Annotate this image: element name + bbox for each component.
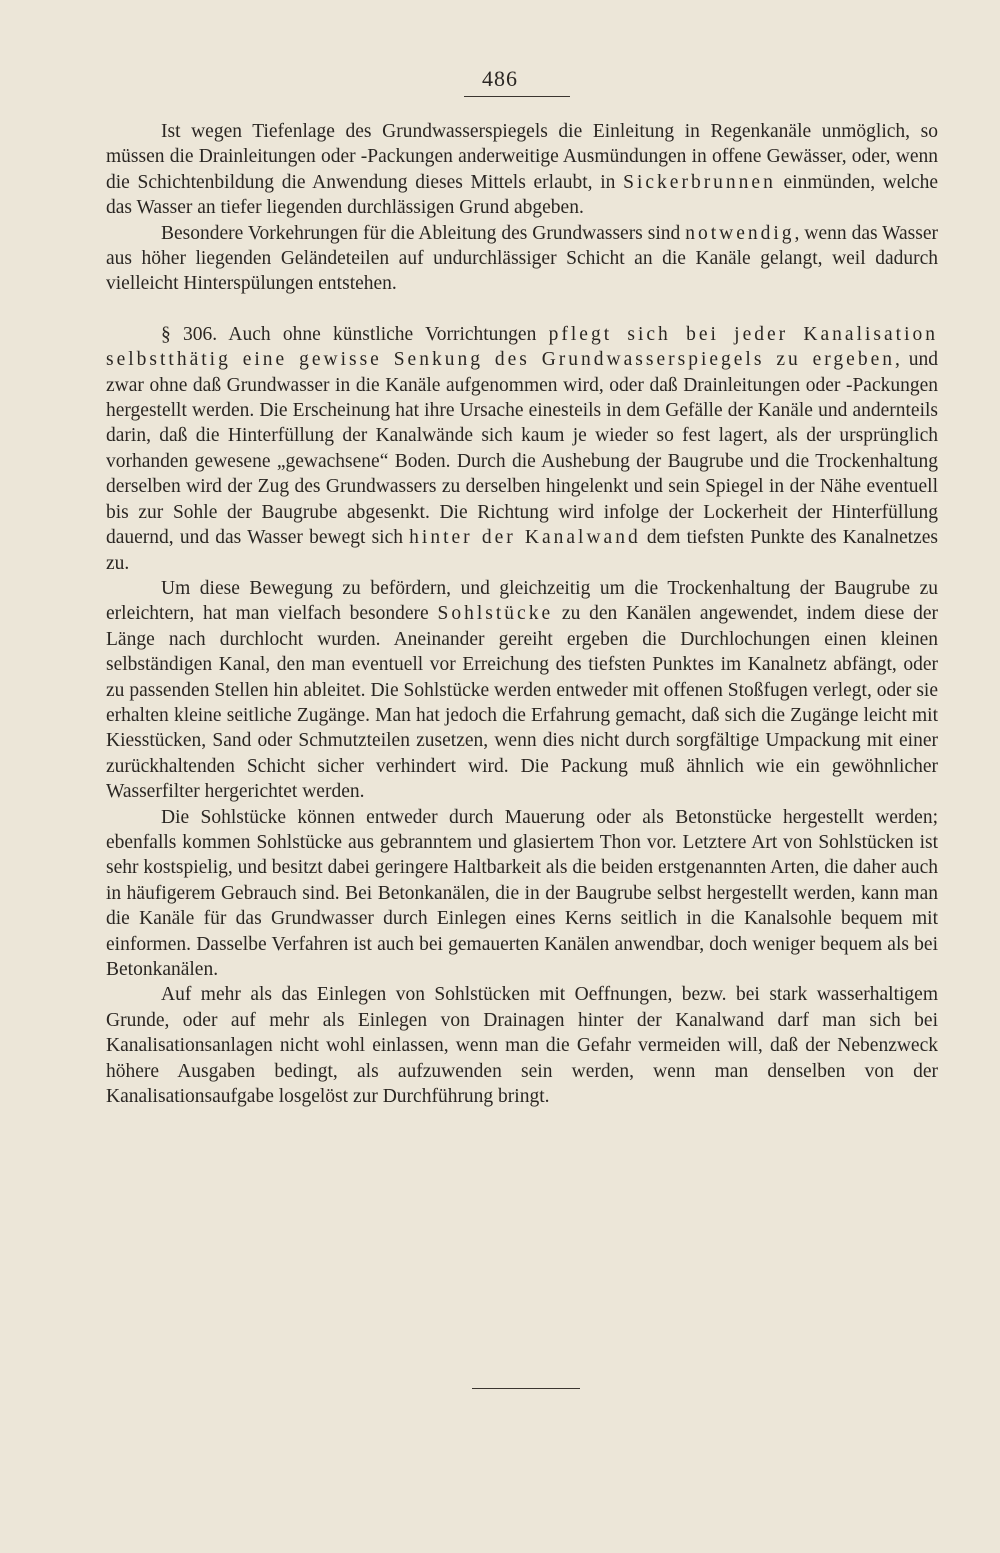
- text-run: , wenn das Wasser aus höher liegenden Geländeteilen auf undurchlässiger Schicht an die Kanäle gelangt, weil dadurch vielleicht Hinterspülungen entstehen.: [106, 222, 938, 295]
- text-run: zu den Kanälen angewendet, indem diese der Länge nach durchlocht wurden. Aneinander gereiht ergeben die Durchlochungen einen kleinen selbständigen Kanal, den man eventuell vor Erreichung des tiefsten Punktes im Kanalnetz abfängt, oder zu passenden Stellen hin ableitet. Die Sohlstücke werden entweder mit offenen Stoßfugen verlegt, oder sie erhalten kleine seitliche Zugänge. Man hat jedoch die Erfahrung gemacht, daß sich die Zugänge leicht mit Kiesstücken, Sand oder Schmutzteilen zusetzen, wenn dies nicht durch sorgfältige Umpackung mit einer zurückhaltenden Schicht sicher verhindert wird. Die Packung muß ähnlich wie ein gewöhnlicher Wasserfilter hergerichtet werden.: [106, 603, 938, 803]
- emphasized-text: Sickerbrunnen: [623, 171, 776, 193]
- emphasized-text: hinter der Kanalwand: [409, 527, 641, 549]
- text-run: Auf mehr als das Einlegen von Sohlstücken mit Oeffnungen, bezw. bei stark wasserhaltigem Grunde, oder auf mehr als Einlegen von Drainagen hinter der Kanalwand darf man sich bei Kanalisationsanlagen nicht wohl einlassen, wenn man die Gefahr vermeiden will, daß der Nebenzweck höhere Ausgaben bedingt, als aufzuwenden sein werden, wenn man denselben von der Kanalisationsaufgabe losgelöst zur Durchführung bringt.: [106, 984, 938, 1108]
- emphasized-text: Sohlstücke: [437, 603, 554, 625]
- body-text: [106, 119, 938, 1109]
- text-run: Die Sohlstücke können entweder durch Mauerung oder als Betonstücke hergestellt werden; ebenfalls kommen Sohlstücke aus gebranntem und glasiertem Thon vor. Letztere Art von Sohlstücken ist sehr kostspielig, und besitzt dabei geringere Haltbarkeit als die beiden erstgenannten Arten, die daher auch in häufigerem Gebrauch sind. Bei Betonkanälen, die in der Baugrube selbst hergestellt werden, kann man die Kanäle für das Grundwasser durch Einlegen eines Kerns seitlich in die Kanalsohle bequem mit einformen. Dasselbe Verfahren ist auch bei gemauerten Kanälen anwendbar, doch weniger bequem als bei Betonkanälen.: [106, 806, 938, 980]
- emphasized-text: pflegt sich bei jeder Kanalisation selbstthätig eine gewisse Senkung des Grundwasserspiegels zu ergeben: [106, 323, 938, 371]
- paragraph: [106, 221, 938, 297]
- text-run: Um diese Bewegung zu befördern, und gleichzeitig um die Trockenhaltung der Baugrube zu erleichtern, hat man vielfach besondere: [106, 577, 938, 625]
- paragraph: [106, 805, 938, 983]
- text-run: Ist wegen Tiefenlage des Grundwasserspiegels die Einleitung in Regenkanäle unmöglich, so müssen die Drainleitungen oder -Packungen anderweitige Ausmündungen in offene Gewässer, oder, wenn die Schichtenbildung die Anwendung dieses Mittels erlaubt, in: [106, 121, 938, 193]
- paragraph: [106, 982, 938, 1109]
- text-run: , und zwar ohne daß Grundwasser in die Kanäle aufgenommen wird, oder daß Drainleitungen oder -Packungen hergestellt werden. Die Erscheinung hat ihre Ursache einesteils in dem Gefälle der Kanäle und andernteils darin, daß die Hinterfüllung der Kanalwände sich kaum je wieder so fest lagert, als der ursprünglich vorhanden gewesene „gewachsene“ Boden. Durch die Aushebung der Baugrube und die Trockenhaltung derselben wird der Zug des Grundwassers zu derselben hingelenkt und sein Spiegel in der Nähe eventuell bis zur Sohle der Baugrube abgesenkt. Die Richtung wird infolge der Lockerheit der Hinterfüllung dauernd, und das Wasser bewegt sich: [106, 349, 938, 549]
- paragraph: [106, 322, 938, 576]
- text-run: einmünden, welche das Wasser an tiefer liegenden durchlässigen Grund abgeben.: [106, 171, 938, 219]
- text-run: Besondere Vorkehrungen für die Ableitung des Grundwassers sind: [161, 222, 686, 244]
- emphasized-text: notwendig: [685, 222, 795, 244]
- header-rule: [464, 96, 570, 97]
- footnote-rule: [472, 1388, 580, 1389]
- paragraph: [106, 576, 938, 805]
- page-number: 486: [482, 66, 518, 91]
- paragraph: [106, 119, 938, 221]
- text-run: § 306. Auch ohne künstliche Vorrichtungen: [161, 323, 549, 345]
- text-run: dem tiefsten Punkte des Kanalnetzes zu.: [106, 527, 938, 574]
